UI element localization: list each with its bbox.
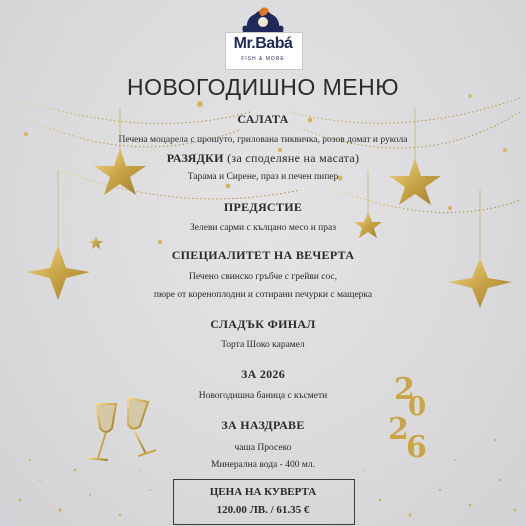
heading-starters-note: (за споделяне на масата)	[227, 151, 360, 165]
heading-special: СПЕЦИАЛИТЕТ НА ВЕЧЕРТА	[171, 248, 355, 262]
brand-name: Mr.Babá	[233, 35, 293, 52]
heading-appetizer: ПРЕДЯСТИЕ	[223, 200, 303, 214]
price-label: ЦЕНА НА КУВЕРТА	[209, 486, 317, 498]
brand-logo[interactable]	[225, 4, 301, 68]
year-digit: 0	[408, 392, 427, 422]
heading-toast: ЗА НАЗДРАВЕ	[221, 418, 305, 432]
item-year: Новогодишна баница с късмети	[198, 391, 328, 401]
item-starters: Тарама и Сирене, праз и печен пипер	[187, 172, 339, 182]
item-special-1: Печено свинско гръбче с грейви сос,	[188, 272, 338, 282]
item-salad: Печена моцарела с прошуто, грилована тиквичка, розов домат и рукола	[118, 135, 408, 145]
item-toast-1: чаша Просеко	[234, 443, 292, 453]
price-value: 120.00 ЛВ. / 61.35 €	[216, 504, 310, 516]
year-digit: 6	[406, 430, 427, 465]
heading-year: ЗА 2026	[240, 367, 286, 381]
year-digit: 2	[394, 372, 415, 407]
heading-starters	[0, 151, 526, 166]
menu-title: НОВОГОДИШНО МЕНЮ	[127, 74, 399, 100]
item-toast-2: Минерална вода - 400 мл.	[211, 460, 315, 470]
heading-starters-label: РАЗЯДКИ	[166, 151, 224, 165]
heading-salad: САЛАТА	[237, 112, 289, 126]
item-appetizer: Зелеви сарми с кълцано месо и праз	[190, 223, 336, 233]
item-dessert: Торта Шоко карамел	[221, 340, 305, 350]
item-special-2: пюре от кореноплодни и сотирани печурки с мащерка	[153, 290, 373, 300]
star-icon	[448, 258, 512, 308]
heading-dessert: СЛАДЪК ФИНАЛ	[210, 317, 316, 331]
brand-tagline: FISH & MORE	[241, 56, 285, 62]
year-digit: 2	[388, 412, 409, 447]
